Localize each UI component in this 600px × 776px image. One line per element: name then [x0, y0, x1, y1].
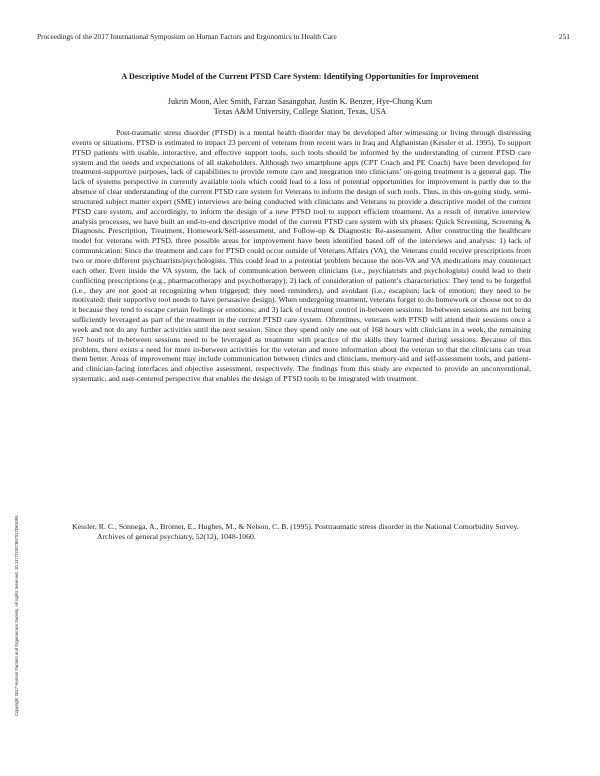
author-list: Jukrin Moon, Alec Smith, Farzan Sasangohar, Justin K. Benzer, Hye-Chung Kum [167, 97, 433, 106]
abstract-paragraph: Post-traumatic stress disorder (PTSD) is a mental health disorder may be developed after witnessing or living through distressing events or situations. PTSD is estimated to impact 23 percent of veterans from recent wars in Iraq and Afghanistan (Kessler et al. 1995). To support PTSD patients with usable, interactive, and effective support tools, such tools should be informed by the understanding of current PTSD care system and the needs and expectations of all stakeholders. Although two smartphone apps (CPT Coach and PE Coach) have been developed for treatment-supportive purposes, lack of capabilities to provide remote care and integration into clinicians’ on-going treatment is a general gap. The lack of systems perspective in currently available tools which could lead to a loss of potential opportunities for improvement is partly due to the absence of clear understanding of the current PTSD care system for Veterans to inform the design of such tools. Thus, in this on-going study, semi-structured subject matter expert (SME) interviews are being conducted with clinicians and Veterans to provide a descriptive model of the current PTSD care system, and accordingly, to inform the design of a new PTSD tool to support efficient treatment. As a result of iterative interview analysis processes, we have built an end-to-end descriptive model of the current PTSD care system with six phases: Quick Screening, Screening & Diagnosis, Prescription, Treatment, Homework/Self-assessment, and Follow-up & Diagnostic Re-assessment. After constructing the healthcare model for veterans with PTSD, three possible areas for improvement have been identified based off of the interviews and analysis: 1) lack of communication: Since the treatment and care for PTSD could occur outside of Veterans Affairs (VA), the Veterans could receive prescriptions from two or more different psychiatrists/psychologists. This could lead to a potential problem because the non-VA and VA medications may counteract each other. Even inside the VA system, the lack of communication between clinicians (i.e., psychiatrists and psychologists) could lead to their conflicting prescriptions (e.g., pharmacotherapy and psychotherapy); 2) lack of consideration of patient’s characteristics: They tend to be forgetful (i.e., they are not good at recognizing when triggered; they need reminders), and avoidant (i.e., escapism; lack of emotion; they need to be motivated; their supportive tool needs to have persuasive design). When undergoing treatment, veterans forget to do homework or choose not to do it because they tend to escape certain feelings or emotions; and 3) lack of treatment control in-between sessions: In-between sessions are not being sufficiently leveraged as part of the treatment in the current PTSD care system. Oftentimes, veterans with PTSD will attend their sessions once a week and not do any further activities until the next session. Since they spend only one out of 168 hours with clinicians in a week, the remaining 167 hours of in-between sessions need to be leveraged as treatment with practice of the skills they learned during sessions. Because of this problem, there exists a need for more in-between activities for the veteran and more information about the veteran so that the clinicians can treat them better. Areas of improvement may include communication between clinics and clinicians, memory-aid and self-assessment tools, and patient- and clinician-facing interfaces and objective assessment, respectively. The findings from this study are expected to provide an unconventional, systematic, and user-centered perspective that enables the design of PTSD tools to be integrated with treatment. [72, 128, 531, 384]
reference-item: Kessler, R. C., Sonnega, A., Bromet, E., Hughes, M., & Nelson, C. B. (1995). Posttraumatic stress disorder in the National Comorbidity Survey. Archives of general psychiatry, 52(12), 1048-1060. [72, 522, 519, 541]
page-number: 251 [558, 32, 570, 41]
running-header [37, 32, 570, 44]
paper-title: A Descriptive Model of the Current PTSD Care System: Identifying Opportunities for Improvement [121, 72, 479, 81]
author-affiliation: Texas A&M University, College Station, Texas, USA [213, 107, 387, 117]
reference-list [72, 522, 531, 542]
copyright-notice: Copyright 2017 Human Factors and Ergonomics Society. All rights reserved. 10.1177/2327857917061055 [14, 515, 19, 716]
running-title: Proceedings of the 2017 International Symposium on Human Factors and Ergonomics in Health Care [37, 32, 337, 41]
author-block [60, 97, 540, 118]
